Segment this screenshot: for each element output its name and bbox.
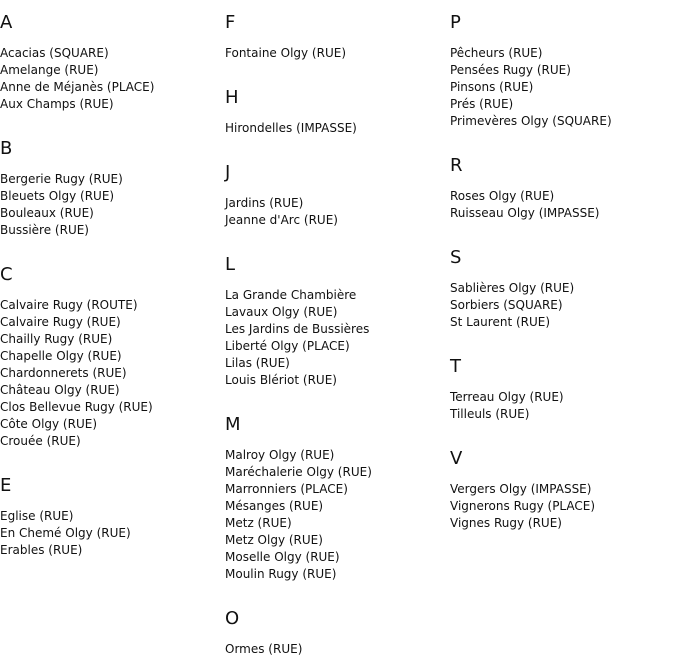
street-list xyxy=(225,447,450,583)
street-list xyxy=(0,45,225,113)
street-item: Chapelle Olgy (RUE) xyxy=(0,349,122,363)
street-list xyxy=(450,481,675,532)
street-list xyxy=(450,45,675,130)
street-item: Acacias (SQUARE) xyxy=(0,46,109,60)
street-item: En Chemé Olgy (RUE) xyxy=(0,526,131,540)
street-index-column-1 xyxy=(0,0,225,559)
letter-group xyxy=(0,12,225,126)
letter-heading: V xyxy=(450,448,463,469)
letter-group xyxy=(0,138,225,252)
street-item: Crouée (RUE) xyxy=(0,434,81,448)
letter-heading: R xyxy=(450,155,463,176)
street-item: Pensées Rugy (RUE) xyxy=(450,63,571,77)
letter-heading: A xyxy=(0,12,13,33)
street-item: Amelange (RUE) xyxy=(0,63,99,77)
street-list xyxy=(450,389,675,423)
street-item: Eglise (RUE) xyxy=(0,509,74,523)
street-item: Mésanges (RUE) xyxy=(225,499,324,513)
street-item: Sablières Olgy (RUE) xyxy=(450,281,575,295)
letter-group xyxy=(225,12,450,75)
street-item: Jeanne d'Arc (RUE) xyxy=(225,213,338,227)
street-item: Liberté Olgy (PLACE) xyxy=(225,339,350,353)
street-item: Prés (RUE) xyxy=(450,97,514,111)
street-item: Lilas (RUE) xyxy=(225,356,290,370)
street-item: Vergers Olgy (IMPASSE) xyxy=(450,482,592,496)
letter-group xyxy=(0,264,225,463)
letter-group xyxy=(450,155,675,235)
street-item: Maréchalerie Olgy (RUE) xyxy=(225,465,372,479)
street-item: St Laurent (RUE) xyxy=(450,315,551,329)
letter-heading: S xyxy=(450,247,462,268)
street-item: Calvaire Rugy (RUE) xyxy=(0,315,121,329)
street-item: Pêcheurs (RUE) xyxy=(450,46,543,60)
street-list xyxy=(450,188,675,222)
street-item: La Grande Chambière xyxy=(225,288,357,302)
letter-heading: F xyxy=(225,12,236,33)
letter-heading: H xyxy=(225,87,239,108)
street-item: Marronniers (PLACE) xyxy=(225,482,348,496)
street-item: Château Olgy (RUE) xyxy=(0,383,120,397)
street-item: Fontaine Olgy (RUE) xyxy=(225,46,346,60)
letter-group xyxy=(450,356,675,436)
letter-heading: O xyxy=(225,608,240,629)
street-item: Lavaux Olgy (RUE) xyxy=(225,305,338,319)
street-item: Pinsons (RUE) xyxy=(450,80,534,94)
letter-group xyxy=(225,414,450,596)
street-item: Vignerons Rugy (PLACE) xyxy=(450,499,596,513)
street-item: Bussière (RUE) xyxy=(0,223,89,237)
street-item: Anne de Méjanès (PLACE) xyxy=(0,80,155,94)
letter-heading: E xyxy=(0,475,12,496)
street-item: Côte Olgy (RUE) xyxy=(0,417,98,431)
letter-heading: M xyxy=(225,414,241,435)
letter-heading: B xyxy=(0,138,13,159)
street-item: Les Jardins de Bussières xyxy=(225,322,370,336)
street-item: Bergerie Rugy (RUE) xyxy=(0,172,123,186)
street-list xyxy=(225,641,450,658)
street-item: Erables (RUE) xyxy=(0,543,83,557)
street-item: Roses Olgy (RUE) xyxy=(450,189,555,203)
street-item: Terreau Olgy (RUE) xyxy=(450,390,564,404)
street-list xyxy=(0,171,225,239)
letter-group xyxy=(225,608,450,658)
letter-group xyxy=(450,12,675,143)
street-item: Aux Champs (RUE) xyxy=(0,97,114,111)
street-item: Malroy Olgy (RUE) xyxy=(225,448,335,462)
letter-group xyxy=(450,448,675,532)
street-item: Hirondelles (IMPASSE) xyxy=(225,121,357,135)
street-item: Louis Blériot (RUE) xyxy=(225,373,337,387)
street-item: Chardonnerets (RUE) xyxy=(0,366,127,380)
street-list xyxy=(225,120,450,137)
letter-group xyxy=(225,87,450,150)
street-item: Tilleuls (RUE) xyxy=(450,407,530,421)
street-index-column-2 xyxy=(225,0,450,658)
street-item: Ormes (RUE) xyxy=(225,642,303,656)
street-item: Clos Bellevue Rugy (RUE) xyxy=(0,400,153,414)
street-item: Vignes Rugy (RUE) xyxy=(450,516,562,530)
street-list xyxy=(450,280,675,331)
letter-heading: P xyxy=(450,12,461,33)
street-item: Bleuets Olgy (RUE) xyxy=(0,189,115,203)
street-item: Moulin Rugy (RUE) xyxy=(225,567,337,581)
street-item: Chailly Rugy (RUE) xyxy=(0,332,113,346)
street-item: Metz (RUE) xyxy=(225,516,292,530)
street-item: Ruisseau Olgy (IMPASSE) xyxy=(450,206,600,220)
letter-heading: C xyxy=(0,264,13,285)
street-item: Bouleaux (RUE) xyxy=(0,206,94,220)
street-list xyxy=(0,508,225,559)
street-list xyxy=(225,195,450,229)
street-item: Jardins (RUE) xyxy=(225,196,304,210)
street-list xyxy=(225,287,450,389)
street-item: Primevères Olgy (SQUARE) xyxy=(450,114,612,128)
letter-heading: J xyxy=(225,162,231,183)
street-item: Metz Olgy (RUE) xyxy=(225,533,323,547)
letter-group xyxy=(0,475,225,559)
street-list xyxy=(225,45,450,62)
street-index-column-3 xyxy=(450,0,675,532)
street-item: Sorbiers (SQUARE) xyxy=(450,298,563,312)
street-item: Moselle Olgy (RUE) xyxy=(225,550,340,564)
letter-group xyxy=(225,162,450,242)
street-item: Calvaire Rugy (ROUTE) xyxy=(0,298,138,312)
letter-group xyxy=(225,254,450,402)
letter-group xyxy=(450,247,675,344)
letter-heading: T xyxy=(450,356,461,377)
street-list xyxy=(0,297,225,450)
letter-heading: L xyxy=(225,254,236,275)
